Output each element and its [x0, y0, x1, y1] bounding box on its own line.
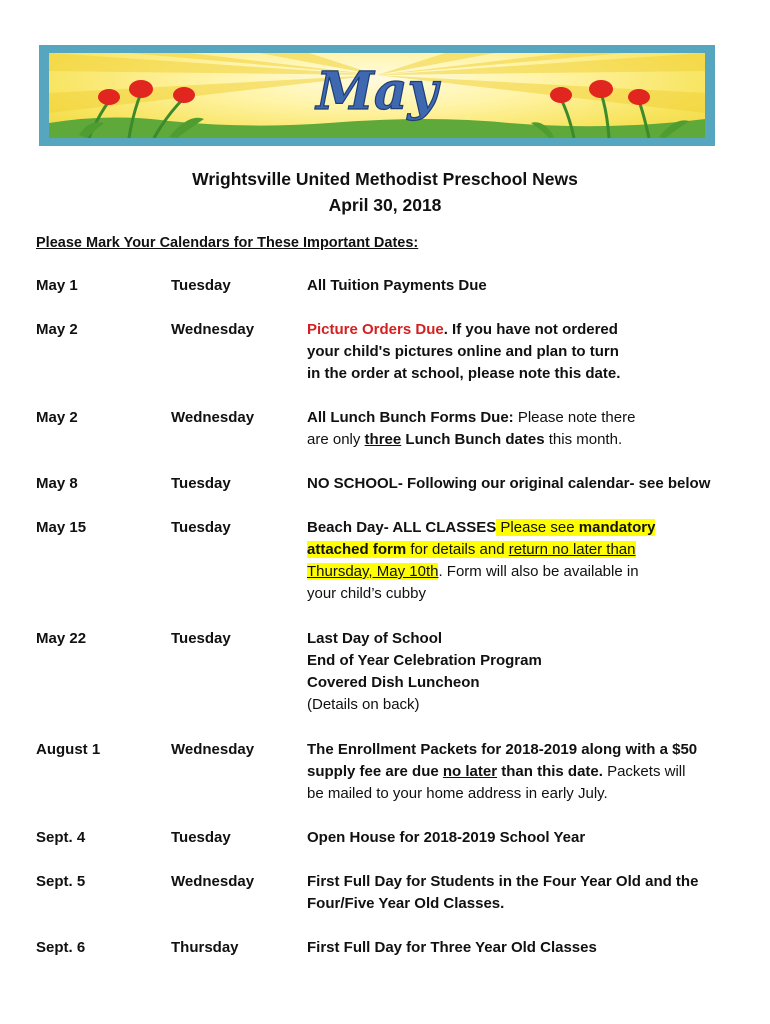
event-text: your child's pictures online and plan to turn	[307, 343, 619, 360]
event-description	[307, 517, 737, 605]
event-date: May 2	[36, 321, 78, 338]
event-text: End of Year Celebration Program	[307, 652, 542, 669]
event-date: Sept. 4	[36, 829, 86, 846]
newsletter-heading	[0, 166, 770, 218]
event-text-highlighted: attached form	[307, 541, 407, 558]
event-description	[307, 739, 737, 805]
event-date: May 15	[36, 519, 87, 536]
event-day: Tuesday	[171, 630, 231, 647]
event-text: Beach Day- ALL CLASSES	[307, 519, 497, 536]
event-text: Covered Dish Luncheon	[307, 674, 480, 691]
event-text-highlight-red: Picture Orders Due	[307, 321, 444, 338]
event-description	[307, 937, 737, 959]
event-text: Open House for 2018-2019 School Year	[307, 829, 586, 846]
event-text: than this date.	[497, 763, 603, 780]
event-text: Packets will	[602, 763, 686, 780]
event-day: Wednesday	[171, 873, 255, 890]
event-text: are only	[307, 431, 365, 448]
event-date: Sept. 5	[36, 873, 86, 890]
event-text: All Tuition Payments Due	[307, 277, 487, 294]
event-description	[307, 871, 737, 915]
event-text: . Form will also be available in	[438, 563, 639, 580]
event-text: your child’s cubby	[307, 585, 426, 602]
event-description	[307, 319, 737, 385]
event-date: August 1	[36, 741, 101, 758]
event-day: Tuesday	[171, 277, 231, 294]
event-day: Wednesday	[171, 741, 255, 758]
event-day: Tuesday	[171, 829, 231, 846]
event-date: Sept. 6	[36, 939, 86, 956]
event-date: May 2	[36, 409, 78, 426]
banner-illustration	[49, 53, 705, 138]
event-text: First Full Day for Students in the Four Year Old and the	[307, 873, 699, 890]
event-day: Wednesday	[171, 409, 255, 426]
event-text: supply fee are due	[307, 763, 443, 780]
event-text: . If you have not ordered	[443, 321, 618, 338]
calendar-intro: Please Mark Your Calendars for These Important Dates:	[36, 235, 419, 251]
newsletter-title: Wrightsville United Methodist Preschool News	[192, 169, 578, 189]
event-text: Four/Five Year Old Classes.	[307, 895, 505, 912]
event-text: NO SCHOOL- Following our original calendar- see below	[307, 475, 711, 492]
event-day: Tuesday	[171, 475, 231, 492]
newsletter-date: April 30, 2018	[328, 195, 442, 215]
event-day: Wednesday	[171, 321, 255, 338]
event-description	[307, 473, 737, 495]
event-description	[307, 827, 737, 849]
event-text: in the order at school, please note this date.	[307, 365, 621, 382]
banner-sunburst	[49, 53, 705, 138]
event-text: The Enrollment Packets for 2018-2019 along with a $50	[307, 741, 698, 758]
event-text-highlighted: Thursday, May 10th	[307, 563, 439, 580]
event-text: be mailed to your home address in early July.	[307, 785, 608, 802]
event-text: Please note there	[513, 409, 636, 426]
event-text-highlighted: return no later than	[508, 541, 636, 558]
event-day: Thursday	[171, 939, 239, 956]
event-text: Last Day of School	[307, 630, 443, 647]
event-description	[307, 628, 737, 716]
event-text: Lunch Bunch dates	[401, 431, 545, 448]
event-text: three	[364, 431, 402, 448]
event-text-highlighted: Please see	[496, 519, 579, 536]
event-date: May 1	[36, 277, 78, 294]
event-text: First Full Day for Three Year Old Classes	[307, 939, 597, 956]
event-text: no later	[442, 763, 498, 780]
event-text-highlighted: mandatory	[578, 519, 656, 536]
event-date: May 8	[36, 475, 78, 492]
may-banner	[39, 45, 715, 146]
event-text: this month.	[544, 431, 623, 448]
banner-title: May	[316, 61, 438, 122]
event-description	[307, 407, 737, 451]
event-text: (Details on back)	[307, 696, 420, 713]
event-day: Tuesday	[171, 519, 231, 536]
event-description	[307, 275, 737, 297]
event-date: May 22	[36, 630, 87, 647]
event-text: All Lunch Bunch Forms Due:	[307, 409, 514, 426]
event-text-highlighted: for details and	[406, 541, 509, 558]
